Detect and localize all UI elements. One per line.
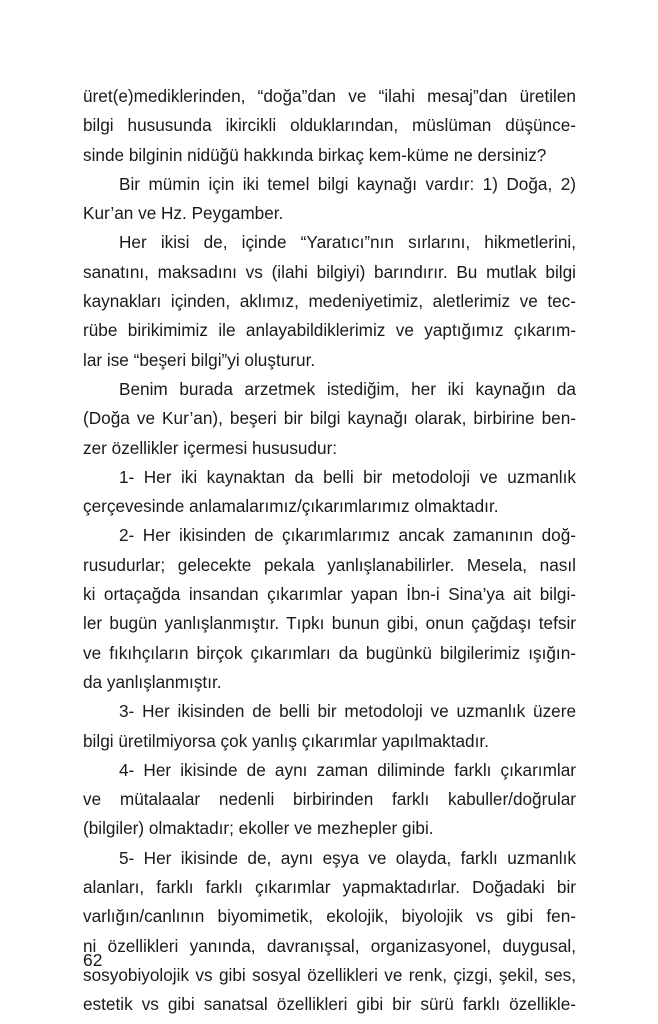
text-line: (Doğa ve Kur’an), beşeri bir bilgi kaynağı olarak, birbirine ben- [83, 408, 576, 429]
text-line: ve mütalaalar nedenli birbirinden farklı kabuller/doğrular [83, 789, 576, 810]
text-line: sinde bilginin nidüğü hakkında birkaç kem-küme ne dersiniz? [83, 144, 547, 165]
text-line: 1- Her iki kaynaktan da belli bir metodoloji ve uzmanlık [119, 466, 576, 487]
text-line: kaynakları içinden, aklımız, medeniyetimiz, aletlerimiz ve tec- [83, 291, 576, 312]
text-line: ve fıkıhçıların birçok çıkarımları da bugünkü bilgilerimiz ışığın- [83, 642, 576, 663]
text-line: rübe birikimimiz ile anlayabildiklerimiz ve yaptığımız çıkarım- [83, 320, 576, 341]
text-line: 4- Her ikisinde de aynı zaman diliminde farklı çıkarımlar [119, 759, 576, 780]
text-line: zer özellikler içermesi hususudur: [83, 437, 338, 458]
text-line: alanları, farklı farklı çıkarımlar yapmaktadırlar. Doğadaki bir [83, 877, 576, 898]
text-line: Bir mümin için iki temel bilgi kaynağı vardır: 1) Doğa, 2) [119, 173, 576, 194]
text-line: bilgi hususunda ikircikli olduklarından, müslüman düşünce- [83, 115, 576, 136]
text-line: Kur’an ve Hz. Peygamber. [83, 203, 284, 224]
text-line: sosyobiyolojik vs gibi sosyal özellikleri ve renk, çizgi, şekil, ses, [83, 964, 576, 985]
text-line: lar ise “beşeri bilgi”yi oluşturur. [83, 349, 316, 370]
page-number: 62 [83, 950, 103, 970]
text-line: bilgi üretilmiyorsa çok yanlış çıkarımlar yapılmaktadır. [83, 730, 489, 751]
text-line: Her ikisi de, içinde “Yaratıcı”nın sırlarını, hikmetlerini, [119, 232, 576, 253]
text-line: estetik vs gibi sanatsal özellikleri gibi bir sürü farklı özellikle- [83, 994, 576, 1015]
text-line: Benim burada arzetmek istediğim, her iki kaynağın da [119, 378, 576, 399]
text-line: ki ortaçağda insandan çıkarımlar yapan İbn-i Sina’ya ait bilgi- [83, 584, 576, 605]
text-line: varlığın/canlının biyomimetik, ekolojik, biyolojik vs gibi fen- [83, 906, 576, 927]
text-line: ni özellikleri yanında, davranışsal, organizasyonel, duygusal, [83, 935, 576, 956]
text-line: çerçevesinde anlamalarımız/çıkarımlarımız olmaktadır. [83, 496, 499, 517]
text-line: üret(e)mediklerinden, “doğa”dan ve “ilahi mesaj”dan üretilen [83, 86, 576, 106]
page-body-text [83, 82, 576, 1020]
text-line: ler bugün yanlışlanmıştır. Tıpkı bunun gibi, onun çağdaşı tefsir [83, 613, 576, 634]
text-line: (bilgiler) olmaktadır; ekoller ve mezhepler gibi. [83, 818, 434, 839]
text-line: 5- Her ikisinde de, aynı eşya ve olayda, farklı uzmanlık [119, 847, 576, 868]
text-line: da yanlışlanmıştır. [83, 671, 222, 692]
text-line: rusudurlar; gelecekte pekala yanlışlanabilirler. Mesela, nasıl [83, 554, 576, 575]
text-line: 3- Her ikisinden de belli bir metodoloji ve uzmanlık üzere [119, 701, 576, 722]
text-line: sanatını, maksadını vs (ilahi bilgiyi) barındırır. Bu mutlak bilgi [83, 261, 576, 282]
text-line: 2- Her ikisinden de çıkarımlarımız ancak zamanının doğ- [119, 525, 576, 546]
